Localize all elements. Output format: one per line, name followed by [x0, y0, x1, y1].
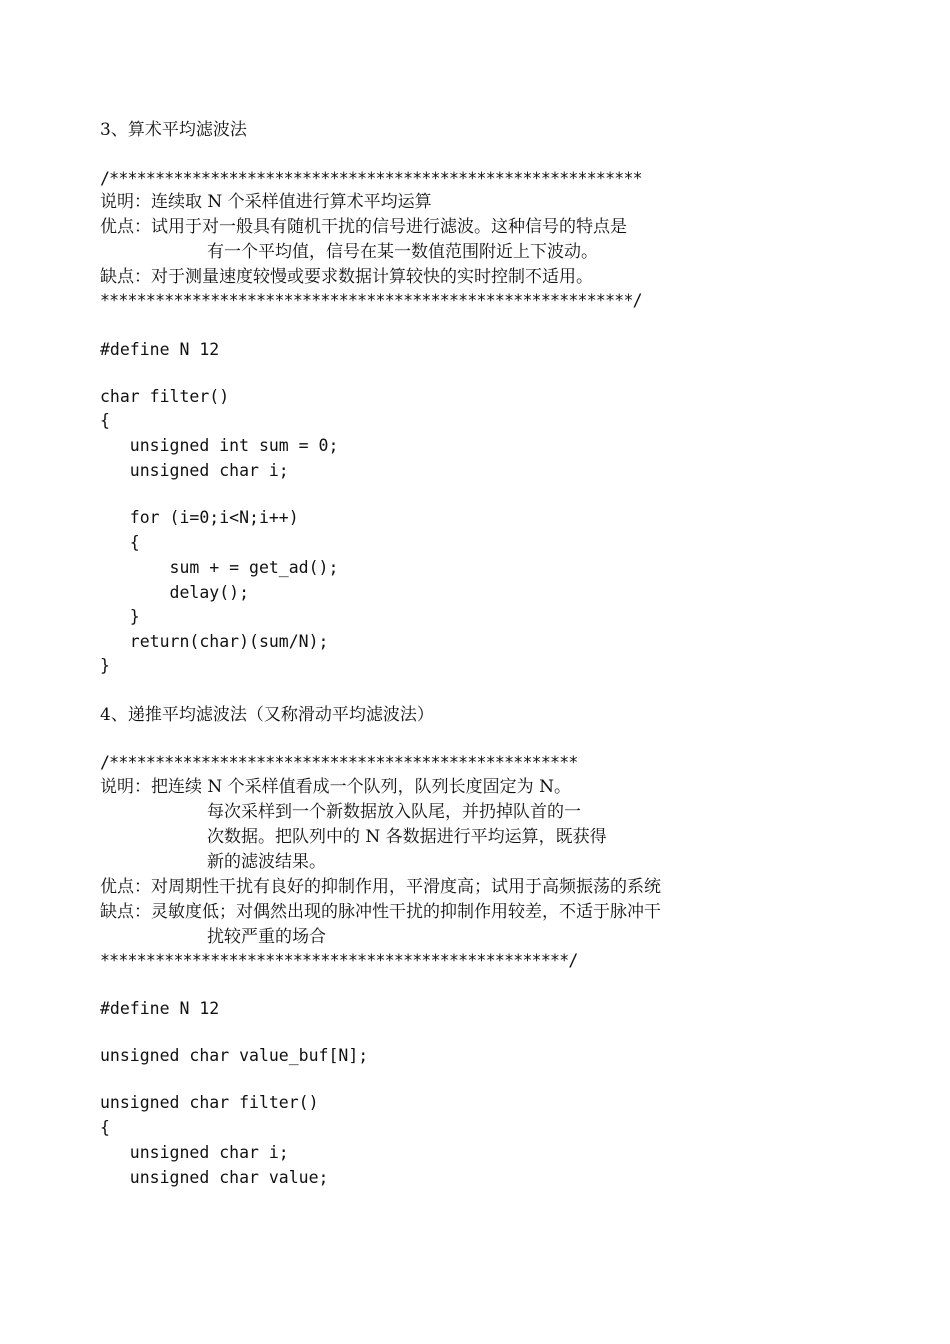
description-label: 说明： — [100, 192, 151, 212]
code-line: { — [100, 533, 140, 552]
code-line: } — [100, 607, 140, 626]
code-line: unsigned char value_buf[N]; — [100, 1046, 369, 1065]
section-4-disadvantages — [100, 902, 661, 922]
section-3-description — [100, 192, 432, 212]
section-4-description-cont: 次数据。把队列中的 N 各数据进行平均运算，既获得 — [207, 827, 607, 847]
code-line: unsigned char i; — [100, 461, 289, 480]
disadvantages-text: 灵敏度低；对偶然出现的脉冲性干扰的抑制作用较差，不适于脉冲干 — [151, 902, 661, 922]
description-text: 连续取 N 个采样值进行算术平均运算 — [151, 192, 432, 212]
advantages-label: 优点： — [100, 217, 151, 237]
section-3-disadvantages — [100, 267, 593, 287]
code-line: #define N 12 — [100, 340, 220, 359]
code-line: { — [100, 1118, 110, 1137]
advantages-label: 优点： — [100, 877, 151, 897]
section-4-heading: 4、递推平均滤波法（又称滑动平均滤波法） — [100, 705, 434, 725]
disadvantages-label: 缺点： — [100, 902, 151, 922]
disadvantages-label: 缺点： — [100, 267, 151, 287]
code-line: unsigned char i; — [100, 1143, 289, 1162]
code-line: #define N 12 — [100, 999, 220, 1018]
disadvantages-text: 对于测量速度较慢或要求数据计算较快的实时控制不适用。 — [151, 267, 593, 287]
section-3-heading: 3、算术平均滤波法 — [100, 120, 247, 140]
section-4-advantages — [100, 877, 661, 897]
section-4-comment-close: ***************************************************/ — [100, 951, 578, 970]
advantages-text: 试用于对一般具有随机干扰的信号进行滤波。这种信号的特点是 — [151, 217, 627, 237]
section-4-comment-open: /*************************************************** — [100, 753, 578, 772]
section-4-description-cont: 每次采样到一个新数据放入队尾，并扔掉队首的一 — [207, 802, 581, 822]
code-line: sum + = get_ad(); — [100, 558, 339, 577]
section-3-comment-close: **********************************************************/ — [100, 291, 642, 310]
code-line: unsigned char value; — [100, 1168, 329, 1187]
advantages-text: 对周期性干扰有良好的抑制作用，平滑度高；试用于高频振荡的系统 — [151, 877, 661, 897]
section-4-description-cont: 新的滤波结果。 — [207, 852, 326, 872]
section-4-description — [100, 777, 571, 797]
section-3-comment-open: /********************************************************** — [100, 169, 642, 188]
section-3-advantages-cont: 有一个平均值，信号在某一数值范围附近上下波动。 — [207, 242, 598, 262]
code-line: return(char)(sum/N); — [100, 632, 329, 651]
description-label: 说明： — [100, 777, 151, 797]
code-line: unsigned int sum = 0; — [100, 436, 339, 455]
code-line: unsigned char filter() — [100, 1093, 319, 1112]
code-line: } — [100, 656, 110, 675]
section-3-advantages — [100, 217, 627, 237]
code-line: { — [100, 411, 110, 430]
code-line: delay(); — [100, 583, 250, 602]
code-line: char filter() — [100, 387, 230, 406]
code-line: for (i=0;i<N;i++) — [100, 508, 299, 527]
description-text: 把连续 N 个采样值看成一个队列，队列长度固定为 N。 — [151, 777, 571, 797]
section-4-disadvantages-cont: 扰较严重的场合 — [207, 927, 326, 947]
